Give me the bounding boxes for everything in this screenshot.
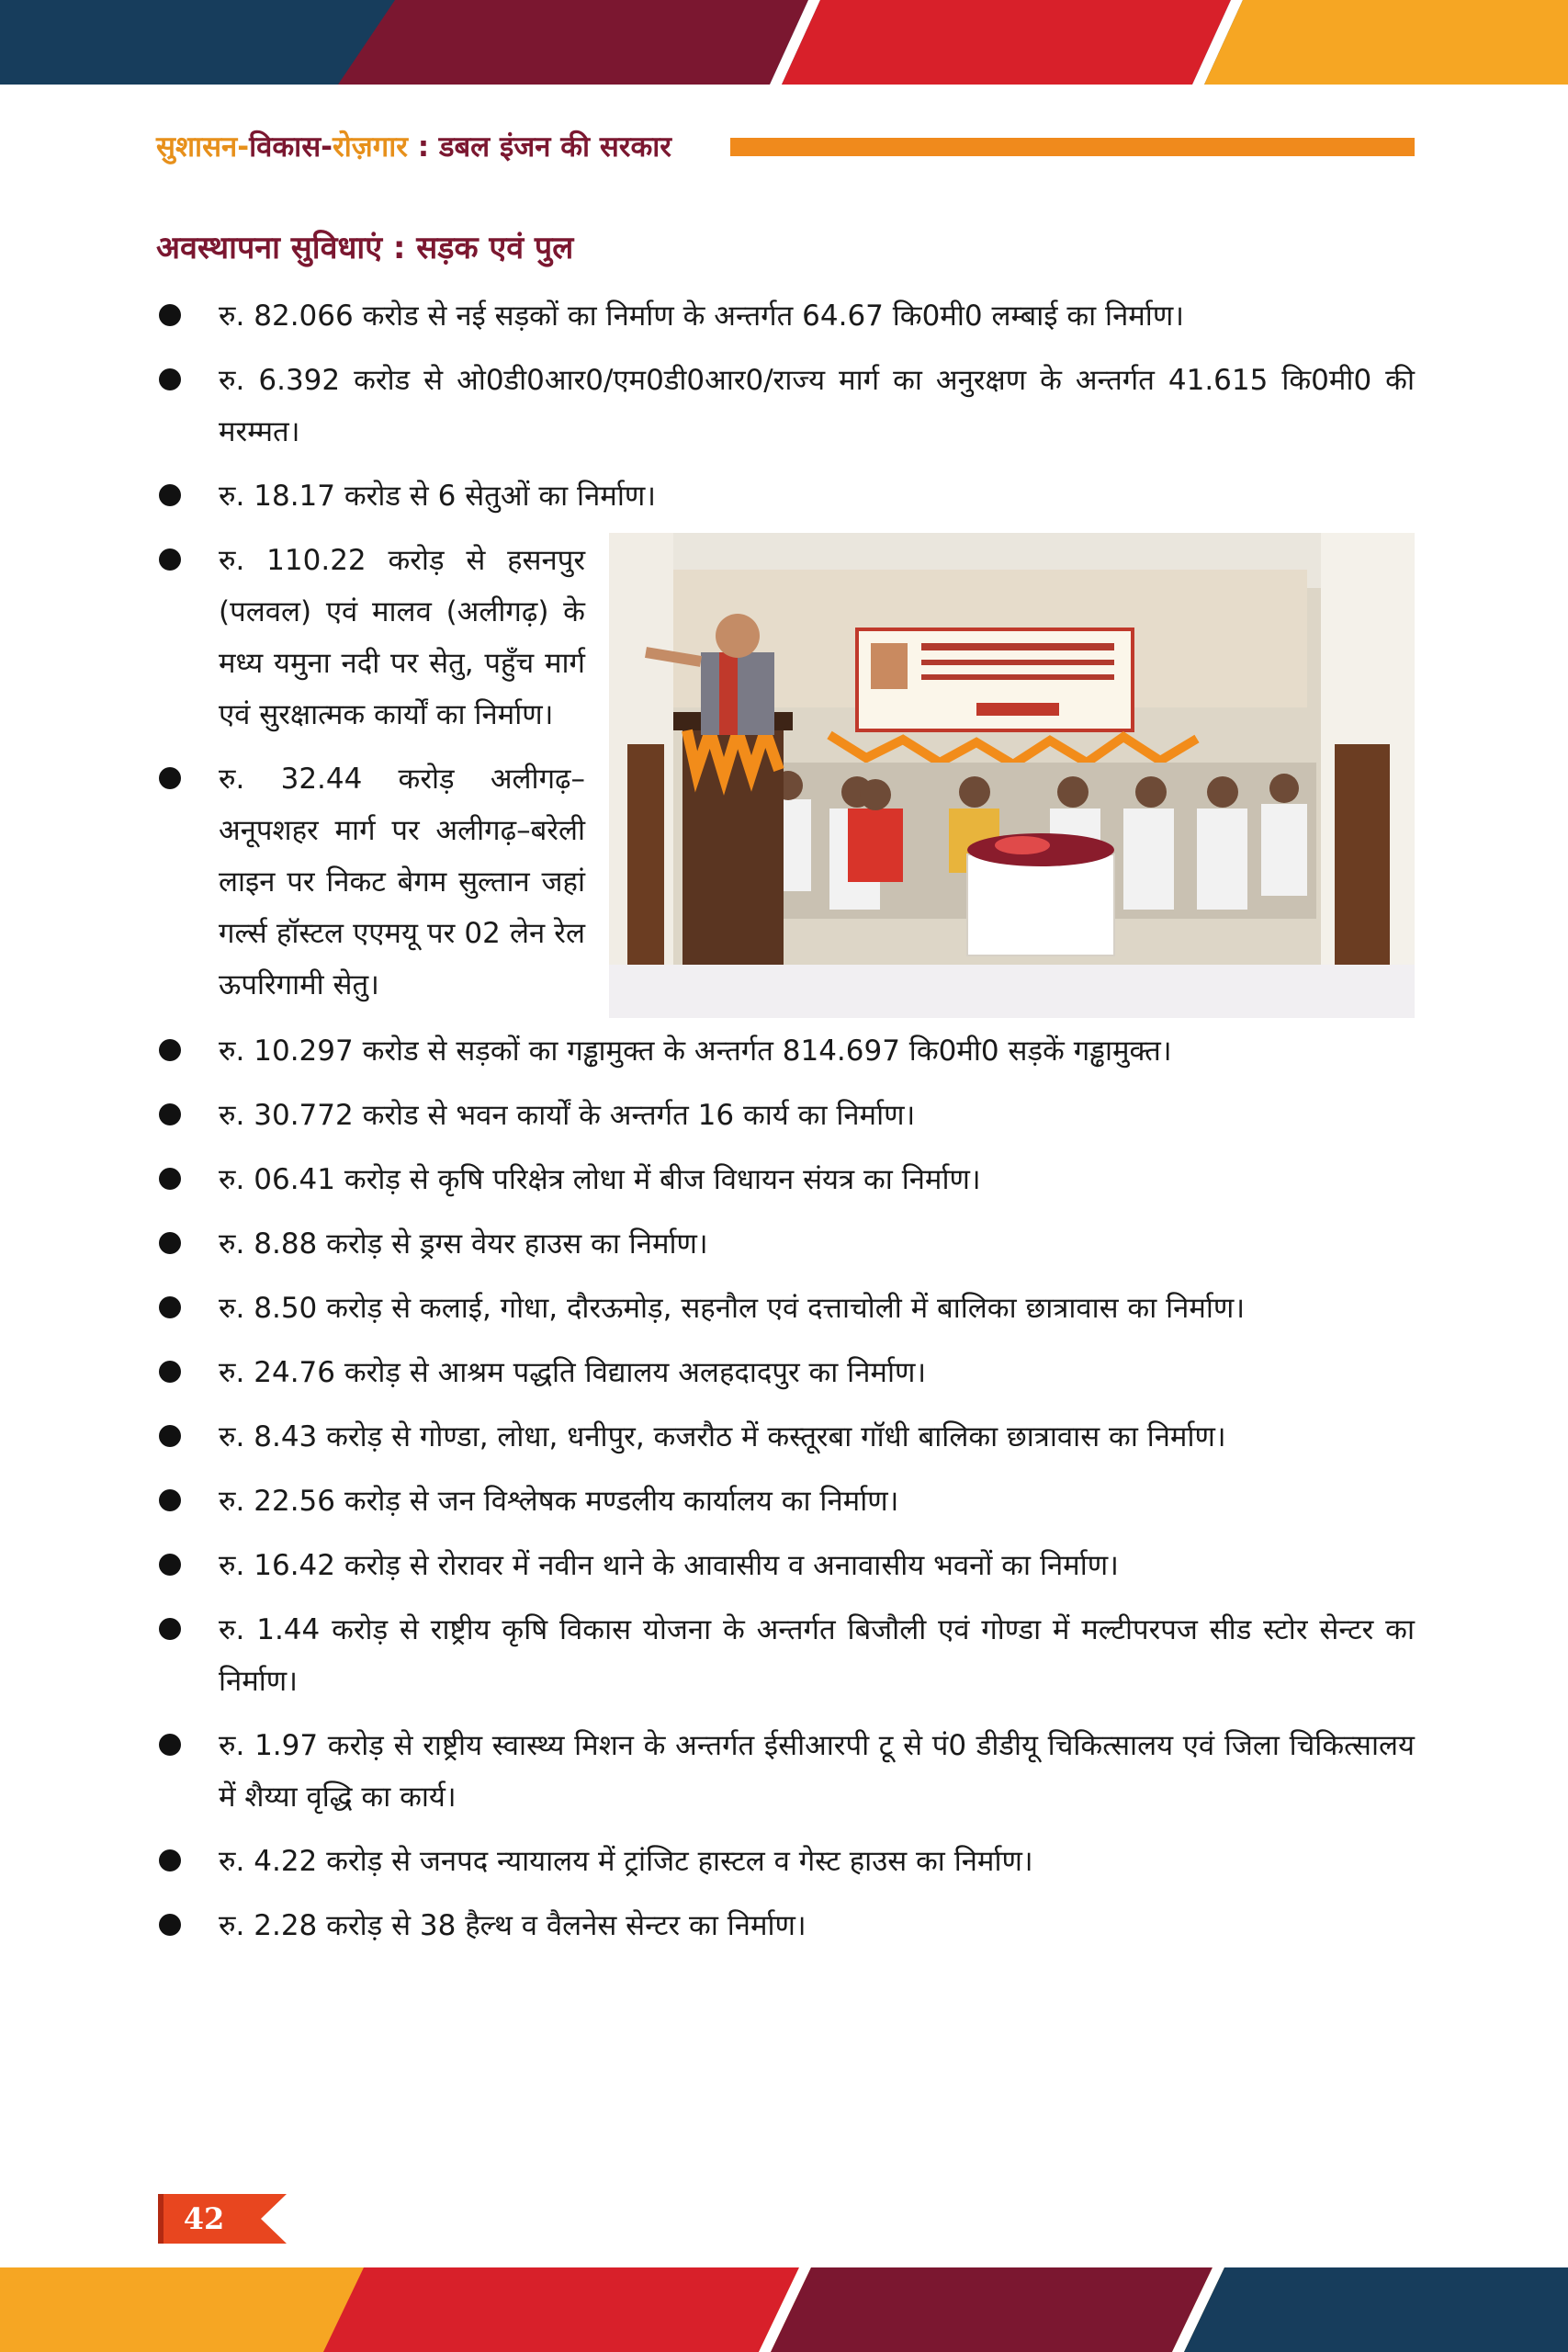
list-item: [156, 1283, 1415, 1334]
list-item-text: रु. 10.297 करोड से सड़कों का गड्ढामुक्त के अन्तर्गत 814.697 कि0मी0 सड़कें गड्ढामुक्त।: [219, 1035, 1172, 1068]
list-item-text: रु. 06.41 करोड़ से कृषि परिक्षेत्र लोधा में बीज विधायन संयत्र का निर्माण।: [219, 1163, 981, 1196]
bullet-icon: [159, 548, 181, 571]
list-item-text: रु. 4.22 करोड़ से जनपद न्यायालय में ट्रांजिट हास्टल व गेस्ट हाउस का निर्माण।: [219, 1845, 1033, 1878]
list-item: [156, 290, 1415, 342]
list-item-text: रु. 18.17 करोड से 6 सेतुओं का निर्माण।: [219, 480, 657, 513]
list-item: [156, 1604, 1415, 1707]
list-item: [156, 1411, 1415, 1463]
list-item: [156, 1218, 1415, 1270]
list-item: [156, 1476, 1415, 1527]
bullet-icon: [159, 1489, 181, 1511]
bullet-icon: [159, 1849, 181, 1871]
running-header-title: [156, 127, 671, 167]
list-item: [156, 753, 1415, 1011]
bullet-icon: [159, 1232, 181, 1254]
bullet-icon: [159, 304, 181, 326]
list-item-text: रु. 16.42 करोड़ से रोरावर में नवीन थाने के आवासीय व अनावासीय भवनों का निर्माण।: [219, 1549, 1119, 1582]
list-item-text: रु. 8.88 करोड़ से ड्रग्स वेयर हाउस का निर्माण।: [219, 1227, 708, 1261]
bullet-icon: [159, 1039, 181, 1061]
running-header: [156, 127, 1415, 167]
bullet-icon: [159, 1554, 181, 1576]
list-item-text: रु. 110.22 करोड़ से हसनपुर (पलवल) एवं मालव (अलीगढ़) के मध्य यमुना नदी पर सेतु, पहुँच मार्ग एवं सुरक्षात्मक कार्यों का निर्माण।: [219, 544, 585, 731]
bullet-icon: [159, 767, 181, 789]
list-item: [156, 1347, 1415, 1398]
header-title-part2: विकास-: [249, 130, 333, 164]
section-title: अवस्थापना सुविधाएं : सड़क एवं पुल: [156, 230, 574, 266]
list-item-text: रु. 24.76 करोड़ से आश्रम पद्धति विद्यालय अलहदादपुर का निर्माण।: [219, 1356, 927, 1389]
bullet-icon: [159, 1618, 181, 1640]
bullet-icon: [159, 1103, 181, 1125]
list-item-text: रु. 8.43 करोड़ से गोण्डा, लोधा, धनीपुर, कजरौठ में कस्तूरबा गॉधी बालिका छात्रावास का निर्माण।: [219, 1420, 1226, 1453]
list-item-text: रु. 1.44 करोड़ से राष्ट्रीय कृषि विकास योजना के अन्तर्गत बिजौली एवं गोण्डा में मल्टीपरपज सीड स्टोर सेन्टर का निर्माण।: [219, 1613, 1415, 1698]
list-item-text: रु. 82.066 करोड से नई सड़कों का निर्माण के अन्तर्गत 64.67 कि0मी0 लम्बाई का निर्माण।: [219, 300, 1185, 333]
bullet-icon: [159, 368, 181, 390]
header-title-part3: रोज़गार: [333, 130, 408, 164]
list-item: [156, 355, 1415, 458]
list-item-text: रु. 32.44 करोड़ अलीगढ़–अनूपशहर मार्ग पर अलीगढ़–बरेली लाइन पर निकट बेगम सुल्तान जहां गर्ल्स हॉस्टल एएमयू पर 02 लेन रेल ऊपरिगामी सेतु।: [219, 763, 585, 1001]
list-item: [156, 535, 1415, 741]
list-item: [156, 1090, 1415, 1141]
list-item: [156, 1900, 1415, 1951]
bullet-icon: [159, 1734, 181, 1756]
list-item: [156, 470, 1415, 522]
header-title-part1: सुशासन-: [156, 130, 250, 164]
list-item-text: रु. 22.56 करोड़ से जन विश्लेषक मण्डलीय कार्यालय का निर्माण।: [219, 1485, 899, 1518]
bullet-icon: [159, 484, 181, 506]
header-title-part4: : डबल इंजन की सरकार: [407, 130, 671, 164]
list-item: [156, 1154, 1415, 1205]
list-item-text: रु. 30.772 करोड से भवन कार्यों के अन्तर्गत 16 कार्य का निर्माण।: [219, 1099, 916, 1132]
bullet-icon: [159, 1296, 181, 1318]
list-item-text: रु. 6.392 करोड से ओ0डी0आर0/एम0डी0आर0/राज्य मार्ग का अनुरक्षण के अन्तर्गत 41.615 कि0मी0 की मरम्मत।: [219, 364, 1415, 448]
bullet-icon: [159, 1168, 181, 1190]
list-item: [156, 1540, 1415, 1591]
top-decorative-band: [0, 0, 1568, 85]
bullet-icon: [159, 1425, 181, 1447]
page-number: 42: [183, 2201, 225, 2236]
list-item-text: रु. 2.28 करोड़ से 38 हैल्थ व वैलनेस सेन्टर का निर्माण।: [219, 1909, 807, 1942]
bullet-icon: [159, 1361, 181, 1383]
header-rule: [730, 138, 1415, 156]
bottom-decorative-band: [0, 2267, 1568, 2352]
list-item-text: रु. 8.50 करोड़ से कलाई, गोधा, दौरऊमोड़, सहनौल एवं दत्ताचोली में बालिका छात्रावास का निर्माण।: [219, 1292, 1246, 1325]
list-item: [156, 1720, 1415, 1823]
list-item-text: रु. 1.97 करोड़ से राष्ट्रीय स्वास्थ्य मिशन के अन्तर्गत ईसीआरपी टू से पं0 डीडीयू चिकित्सालय एवं जिला चिकित्सालय में शैय्या वृद्धि का कार्य।: [219, 1729, 1415, 1814]
bullet-list: [156, 290, 1415, 1964]
bullet-icon: [159, 1914, 181, 1936]
list-item: [156, 1836, 1415, 1887]
list-item: [156, 1025, 1415, 1077]
